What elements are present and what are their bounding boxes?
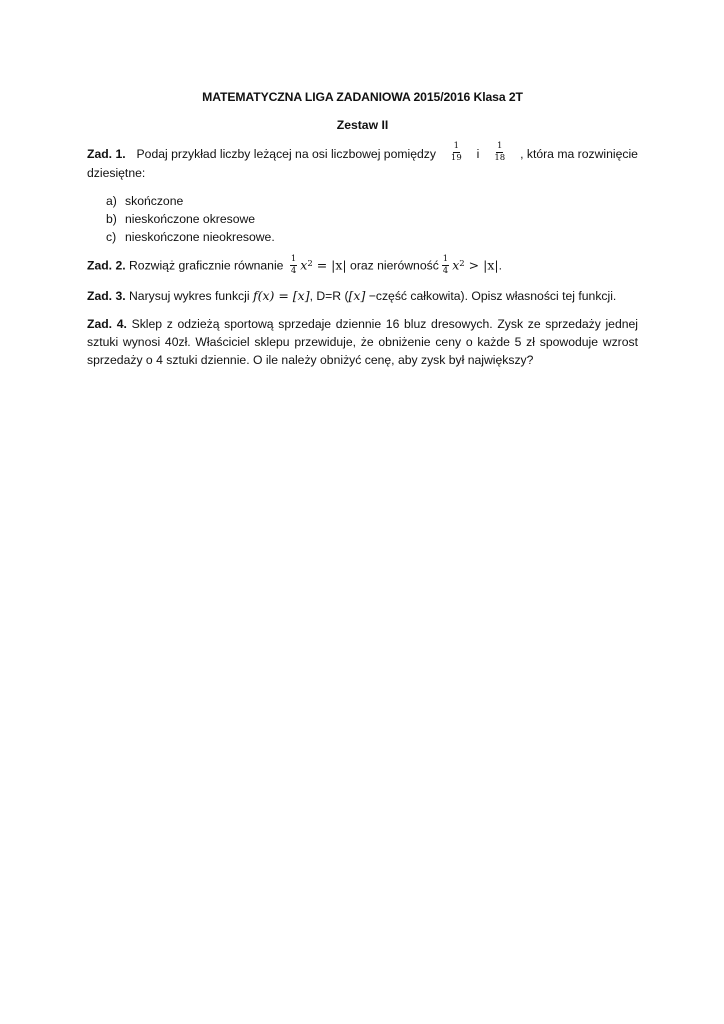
task-4 bbox=[87, 315, 638, 369]
task-2 bbox=[87, 256, 638, 277]
task-2-end: . bbox=[498, 258, 502, 273]
option-text: skończone bbox=[125, 194, 184, 208]
task-1-text-c: dziesiętne: bbox=[87, 166, 146, 180]
task-2-var-eq: x bbox=[300, 257, 308, 273]
task-4-label: Zad. 4. bbox=[87, 317, 127, 331]
task-2-text-a: Rozwiąż graficznie równanie bbox=[129, 258, 284, 273]
task-2-var-ineq: x bbox=[452, 257, 460, 273]
task-3-bracket: [x] bbox=[348, 288, 366, 303]
option-mark: a) bbox=[106, 194, 117, 208]
fraction-denominator: 19 bbox=[450, 153, 462, 163]
option-text: nieskończone nieokresowe. bbox=[125, 230, 275, 244]
task-3-text-a: Narysuj wykres funkcji bbox=[129, 289, 250, 303]
list-item bbox=[106, 228, 638, 246]
list-item bbox=[106, 192, 638, 210]
document-title: MATEMATYCZNA LIGA ZADANIOWA 2015/2016 Klasa 2T bbox=[202, 90, 523, 104]
task-3 bbox=[87, 287, 638, 305]
task-1-label: Zad. 1. bbox=[87, 146, 126, 161]
task-1-text-b: , która ma rozwinięcie bbox=[520, 146, 638, 161]
option-mark: b) bbox=[106, 212, 117, 226]
fraction-denominator: 4 bbox=[442, 266, 449, 276]
task-2-fraction-eq bbox=[290, 255, 297, 276]
task-2-label: Zad. 2. bbox=[87, 258, 126, 273]
task-3-text-c: −część całkowita). Opisz własności tej funkcji. bbox=[365, 289, 617, 303]
option-mark: c) bbox=[106, 230, 117, 244]
fraction-numerator: 1 bbox=[453, 141, 460, 151]
option-text: nieskończone okresowe bbox=[125, 212, 256, 226]
fraction-denominator: 4 bbox=[290, 266, 297, 276]
fraction-numerator: 1 bbox=[497, 141, 503, 151]
task-2-ineq-rest: > |x| bbox=[464, 257, 499, 273]
task-1-line-1 bbox=[87, 143, 638, 164]
task-1-options bbox=[87, 192, 638, 246]
document-content bbox=[87, 88, 638, 379]
task-1-fraction-1 bbox=[450, 142, 463, 163]
task-2-fraction-ineq bbox=[442, 255, 449, 276]
task-1-text-a: Podaj przykład liczby leżącej na osi liczbowej pomiędzy bbox=[136, 146, 436, 161]
task-1-fraction-2 bbox=[493, 142, 506, 163]
task-2-eq-rest: = |x| bbox=[312, 257, 347, 273]
task-2-text-b: oraz nierówność bbox=[350, 258, 439, 273]
task-1-and-word: i bbox=[476, 146, 480, 161]
task-3-label: Zad. 3. bbox=[87, 289, 126, 303]
fraction-denominator: 18 bbox=[494, 153, 506, 163]
task-2-exp-eq: 2 bbox=[307, 258, 313, 269]
document-subtitle: Zestaw II bbox=[336, 118, 389, 132]
task-4-text: Sklep z odzieżą sportową sprzedaje dziennie 16 bluz dresowych. Zysk ze sprzedaży jednej sztuki wynosi 40zł. Właściciel sklepu przewiduje, że obniżenie ceny o każde 5 zł spowoduje wzrost sprzedaży o 4 sztuki dziennie. O ile należy obniżyć cenę, aby zysk był największy? bbox=[87, 317, 638, 367]
fraction-numerator: 1 bbox=[290, 254, 297, 264]
list-item bbox=[106, 210, 638, 228]
task-3-text-b: , D=R ( bbox=[309, 289, 349, 303]
task-1 bbox=[87, 143, 638, 182]
task-2-exp-ineq: 2 bbox=[459, 258, 465, 269]
task-3-function: f(x) = [x] bbox=[252, 288, 310, 303]
fraction-numerator: 1 bbox=[442, 254, 449, 264]
